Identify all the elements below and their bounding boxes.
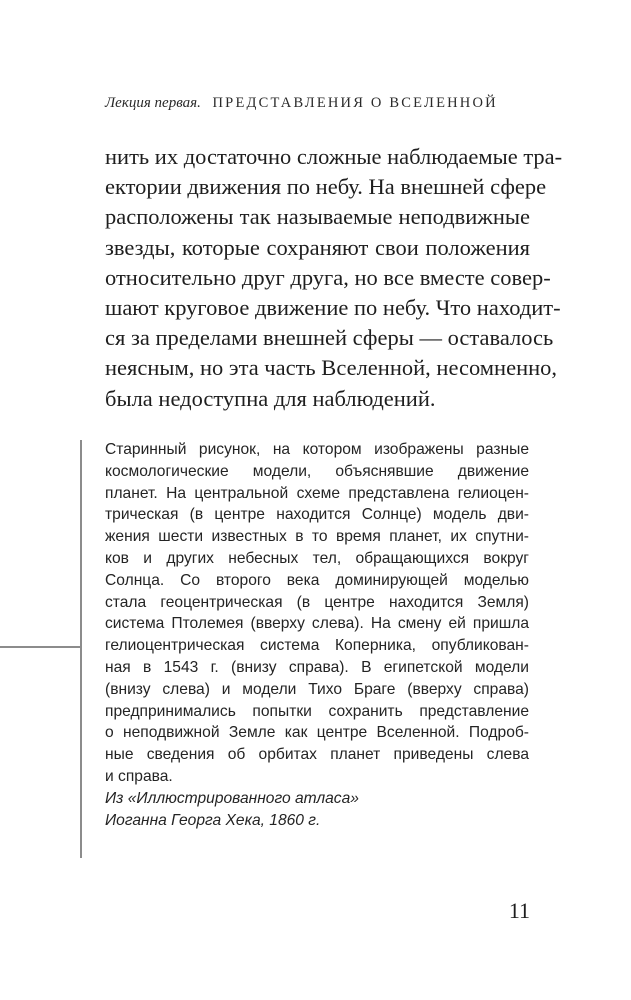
body-line: неясным, но эта часть Вселенной, несомненно, — [105, 355, 558, 381]
body-line: звезды, которые сохраняют свои положения — [105, 234, 530, 260]
figure-caption — [105, 439, 529, 831]
caption-line: (внизу слева) и модели Тихо Браге (вверху справа) — [105, 680, 529, 698]
caption-line: трическая (в центре находится Солнце) модель дви- — [105, 506, 529, 524]
caption-line: космологические модели, объяснявшие движение — [105, 462, 529, 480]
caption-vertical-rule — [80, 440, 82, 858]
running-head — [105, 95, 575, 112]
caption-line: жения шести известных в то время планет, их спутни- — [105, 528, 529, 546]
body-line: относительно друг друга, но все вместе совер- — [105, 264, 551, 290]
running-head-lecture: Лекция первая. — [105, 95, 201, 111]
caption-line: о неподвижной Земле как центре Вселенной. Подроб- — [105, 724, 529, 742]
caption-line: гелиоцентрическая система Коперника, опубликован- — [105, 637, 529, 655]
body-text — [105, 142, 563, 414]
caption-line: планет. На центральной схеме представлена гелиоцен- — [105, 484, 529, 502]
body-line: шают круговое движение по небу. Что находит- — [105, 294, 561, 320]
page-number: 11 — [508, 898, 530, 923]
body-line: нить их достаточно сложные наблюдаемые тра- — [105, 144, 563, 169]
caption-line: система Птолемея (вверху слева). На смену ей пришла — [105, 615, 529, 633]
body-line: расположены так называемые неподвижные — [105, 204, 530, 230]
caption-pointer-rule — [0, 646, 80, 648]
caption-line: ные сведения об орбитах планет приведены слева — [105, 746, 529, 764]
body-line: ся за пределами внешней сферы — оставалось — [105, 325, 554, 351]
body-line: была недоступна для наблюдений. — [105, 385, 436, 411]
body-line: ектории движения по небу. На внешней сфере — [105, 174, 547, 200]
caption-source-line: Из «Иллюстрированного атласа» — [105, 789, 359, 807]
caption-source-line: Иоганна Георга Хека, 1860 г. — [105, 811, 321, 829]
caption-line: стала геоцентрическая (в центре находится Земля) — [105, 593, 529, 611]
caption-line: ков и других небесных тел, обращающихся вокруг — [105, 549, 529, 567]
caption-line: ная в 1543 г. (внизу справа). В египетской модели — [105, 658, 529, 676]
caption-line: и справа. — [105, 767, 173, 785]
caption-line: Солнца. Со второго века доминирующей моделью — [105, 571, 529, 589]
caption-line: предпринимались попытки сохранить представление — [105, 702, 529, 720]
running-head-section: ПРЕДСТАВЛЕНИЯ О ВСЕЛЕННОЙ — [212, 95, 498, 111]
caption-line: Старинный рисунок, на котором изображены разные — [105, 441, 529, 458]
